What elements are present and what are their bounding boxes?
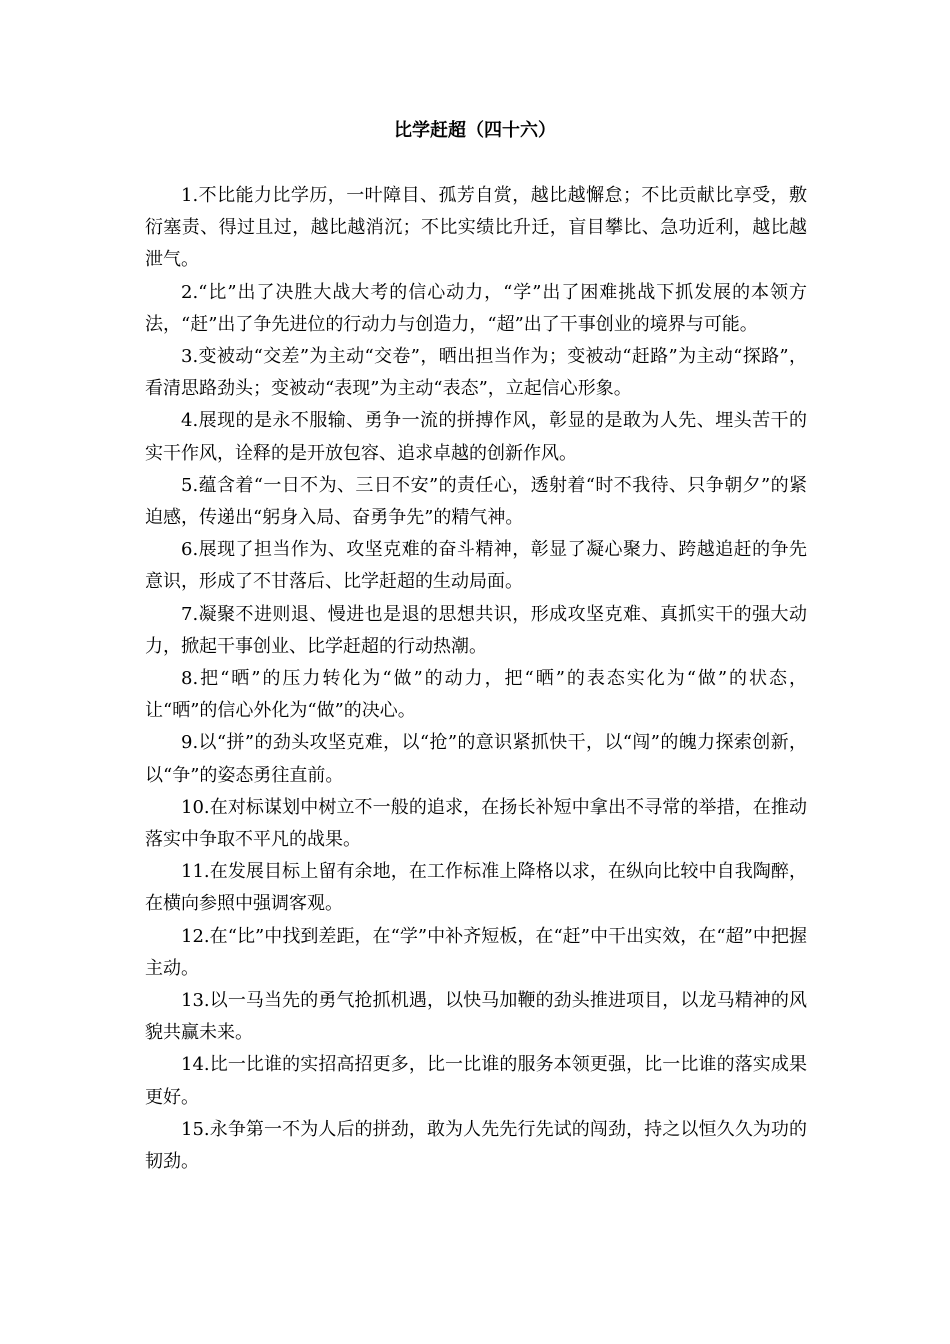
paragraph-8: 8.把“晒”的压力转化为“做”的动力，把“晒”的表态实化为“做”的状态，让“晒”的信心外化为“做”的决心。 (145, 668, 807, 722)
document-title: 比学赶超（四十六） (394, 120, 556, 141)
paragraph-2: 2.“比”出了决胜大战大考的信心动力，“学”出了困难挑战下抓发展的本领方法，“赶”出了争先进位的行动力与创造力，“超”出了干事创业的境界与可能。 (145, 281, 807, 335)
paragraph-9: 9.以“拼”的劲头攻坚克难，以“抢”的意识紧抓快干，以“闯”的魄力探索创新，以“争”的姿态勇往直前。 (145, 732, 807, 786)
paragraph-6: 6.展现了担当作为、攻坚克难的奋斗精神，彰显了凝心聚力、跨越追赶的争先意识，形成了不甘落后、比学赶超的生动局面。 (145, 539, 807, 593)
document-body (145, 180, 807, 1178)
paragraph-10: 10.在对标谋划中树立不一般的追求，在扬长补短中拿出不寻常的举措，在推动落实中争取不平凡的战果。 (145, 796, 807, 851)
paragraph-14: 14.比一比谁的实招高招更多，比一比谁的服务本领更强，比一比谁的落实成果更好。 (145, 1054, 807, 1108)
paragraph-13: 13.以一马当先的勇气抢抓机遇，以快马加鞭的劲头推进项目，以龙马精神的风貌共赢未来。 (145, 990, 807, 1044)
paragraph-12: 12.在“比”中找到差距，在“学”中补齐短板，在“赶”中干出实效，在“超”中把握主动。 (145, 925, 807, 979)
paragraph-7: 7.凝聚不进则退、慢进也是退的思想共识，形成攻坚克难、真抓实干的强大动力，掀起干事创业、比学赶超的行动热潮。 (145, 603, 807, 657)
paragraph-15: 15.永争第一不为人后的拼劲，敢为人先先行先试的闯劲，持之以恒久久为功的韧劲。 (145, 1118, 807, 1173)
paragraph-11: 11.在发展目标上留有余地，在工作标准上降格以求，在纵向比较中自我陶醉，在横向参照中强调客观。 (145, 861, 807, 915)
paragraph-4: 4.展现的是永不服输、勇争一流的拼搏作风，彰显的是敢为人先、埋头苦干的实干作风，诠释的是开放包容、追求卓越的创新作风。 (145, 410, 807, 464)
paragraph-5: 5.蕴含着“一日不为、三日不安”的责任心，透射着“时不我待、只争朝夕”的紧迫感，传递出“躬身入局、奋勇争先”的精气神。 (145, 474, 807, 529)
paragraph-3: 3.变被动“交差”为主动“交卷”，晒出担当作为；变被动“赶路”为主动“探路”，看清思路劲头；变被动“表现”为主动“表态”，立起信心形象。 (145, 346, 807, 400)
paragraph-1: 1.不比能力比学历，一叶障目、孤芳自赏，越比越懈怠；不比贡献比享受，敷衍塞责、得过且过，越比越消沉；不比实绩比升迁，盲目攀比、急功近利，越比越泄气。 (145, 185, 807, 271)
